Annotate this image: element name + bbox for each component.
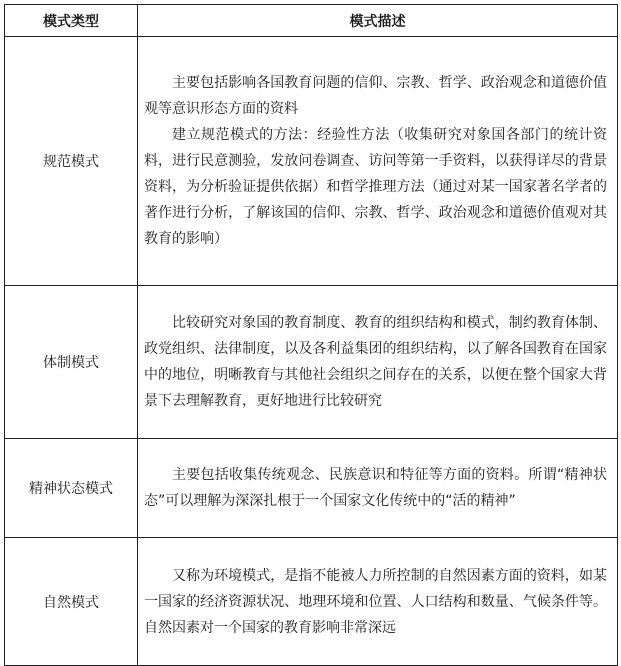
- mode-type-cell: 体制模式: [5, 286, 138, 439]
- mode-table: [4, 4, 618, 666]
- description-paragraph: 主要包括收集传统观念、民族意识和特征等方面的资料。所谓“精神状态”可以理解为深深扎根于一个国家文化传统中的“活的精神”: [144, 467, 607, 509]
- mode-description-cell: [138, 538, 618, 666]
- mode-description-cell: [138, 439, 618, 538]
- mode-type-cell: 自然模式: [5, 538, 138, 666]
- header-row: [5, 5, 618, 37]
- mode-type-cell: 规范模式: [5, 37, 138, 286]
- mode-description-cell: [138, 37, 618, 286]
- mode-description-cell: [138, 286, 618, 439]
- table-row-mental-state: [5, 439, 618, 538]
- header-mode-type: 模式类型: [5, 5, 138, 37]
- description-paragraph: 建立规范模式的方法：经验性方法（收集研究对象国各部门的统计资料，进行民意测验，发放问卷调查、访问等第一手资料，以获得详尽的背景资料，为分析验证提供依据）和哲学推理方法（通过对某一国家著名学者的著作进行分析，了解该国的信仰、宗教、哲学、政治观念和道德价值观对其教育的影响）: [144, 127, 607, 247]
- description-paragraph: 比较研究对象国的教育制度、教育的组织结构和模式，制约教育体制、政党组织、法律制度，以及各利益集团的组织结构，以了解各国教育在国家中的地位，明晰教育与其他社会组织之间存在的关系，以便在整个国家大背景下去理解教育，更好地进行比较研究: [144, 315, 607, 409]
- description-paragraph: 又称为环境模式，是指不能被人力所控制的自然因素方面的资料，如某一国家的经济资源状况、地理环境和位置、人口结构和数量、气候条件等。自然因素对一个国家的教育影响非常深远: [144, 567, 607, 636]
- description-paragraph: 主要包括影响各国教育问题的信仰、宗教、哲学、政治观念和道德价值观等意识形态方面的资料: [144, 75, 607, 117]
- table-row-institutional: [5, 286, 618, 439]
- table-header: [5, 5, 618, 37]
- table-row-normative: [5, 37, 618, 286]
- header-mode-description: 模式描述: [138, 5, 618, 37]
- table-body: [5, 37, 618, 666]
- mode-type-cell: 精神状态模式: [5, 439, 138, 538]
- table-row-natural: [5, 538, 618, 666]
